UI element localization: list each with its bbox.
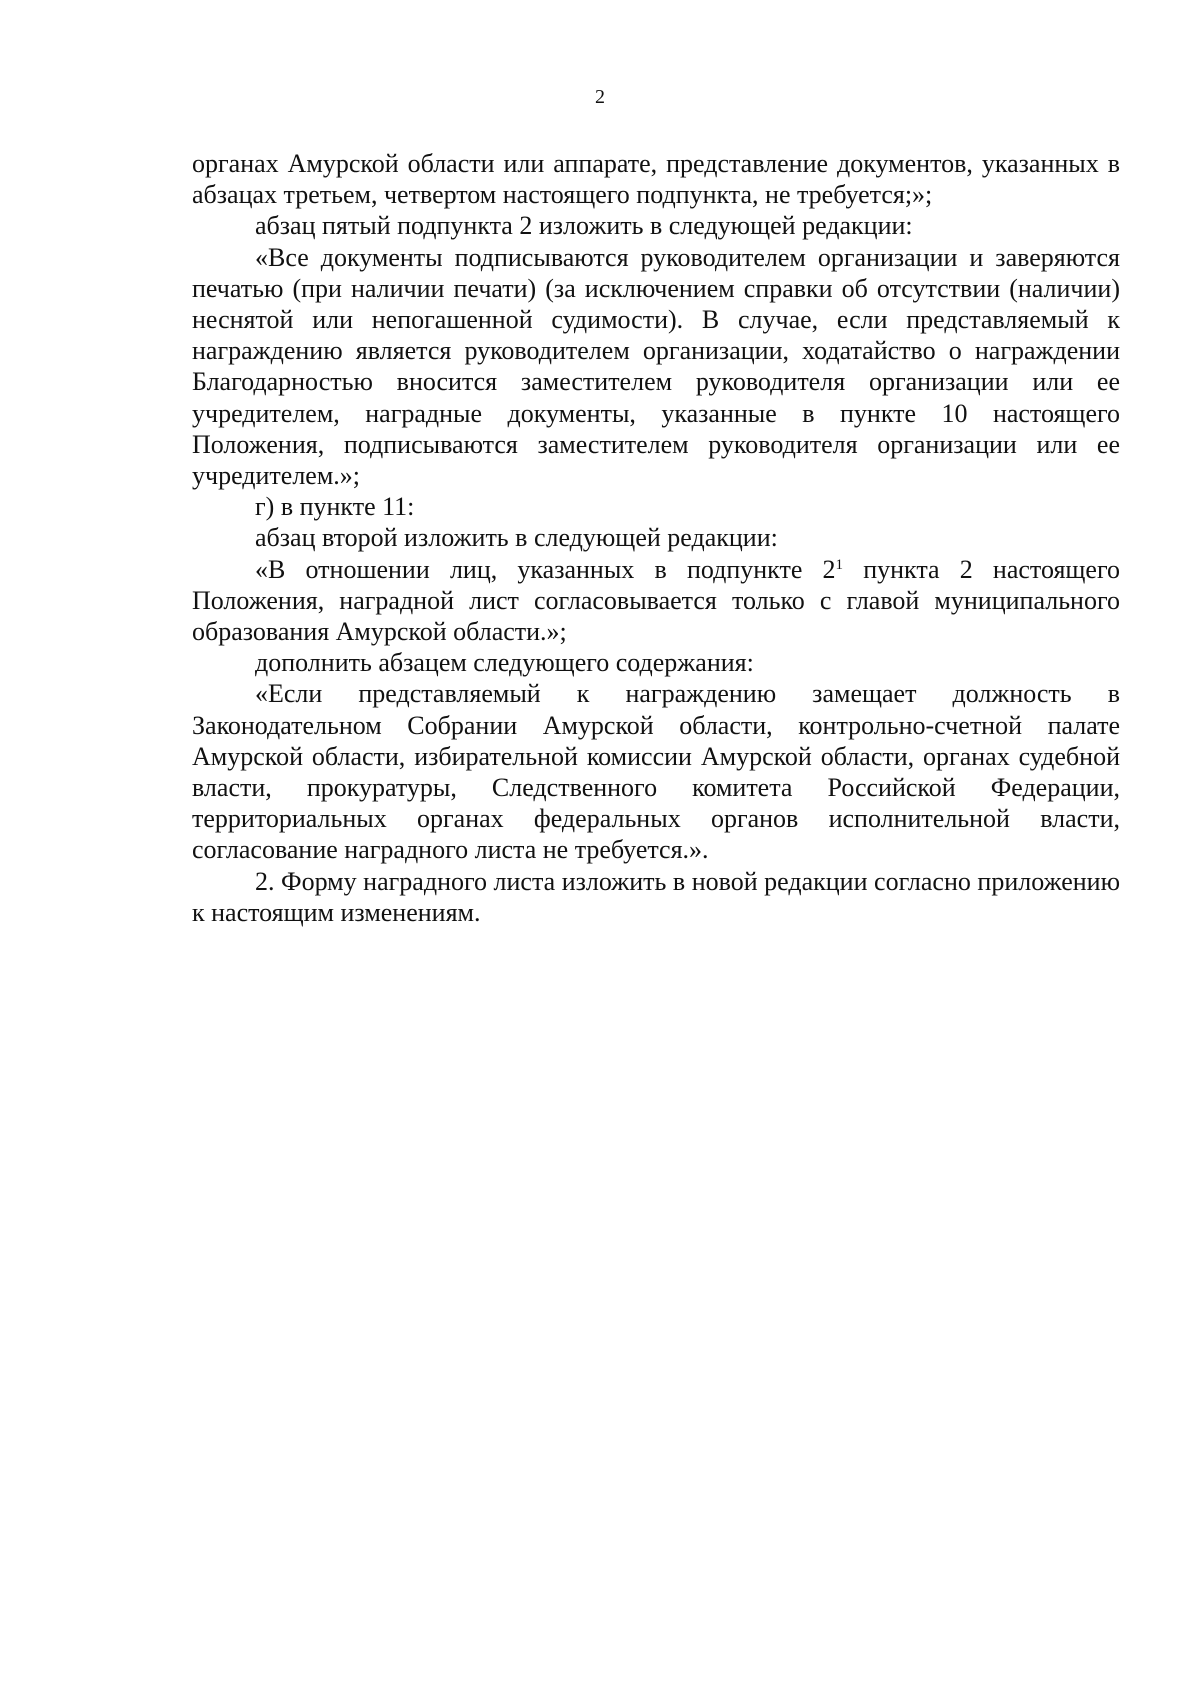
paragraph-amendment-instruction: абзац пятый подпункта 2 изложить в следующей редакции: bbox=[255, 211, 913, 241]
page-number: 2 bbox=[595, 86, 605, 108]
paragraph-numbered-item: 2. Форму наградного листа изложить в новой редакции согласно приложению к настоящим изменениям. bbox=[192, 866, 1120, 927]
paragraph-quoted-text: «Все документы подписываются руководителем организации и заверяются печатью (при наличии печати) (за исключением справки об отсутствии (наличии) неснятой или непогашенной судимости). В случае, если представляемый к награждению является руководителем организации, ходатайство о награждении Благодарностью вносится заместителем руководителя организации или ее учредителем, наградные документы, указанные в пункте 10 настоящего Положения, подписываются заместителем руководителя организации или ее учредителем.»; bbox=[192, 242, 1120, 491]
superscript: 1 bbox=[835, 556, 844, 573]
paragraph-continuation: органах Амурской области или аппарате, представление документов, указанных в абзацах третьем, четвертом настоящего подпункта, не требуется;»; bbox=[192, 149, 1120, 210]
document-body bbox=[192, 148, 1120, 928]
paragraph-quoted-text bbox=[192, 554, 1120, 648]
paragraph-quoted-text: «Если представляемый к награждению замещает должность в Законодательном Собрании Амурской области, контрольно-счетной палате Амурской области, избирательной комиссии Амурской области, органах судебной власти, прокуратуры, Следственного комитета Российской Федерации, территориальных органах федеральных органов исполнительной власти, согласование наградного листа не требуется.». bbox=[192, 679, 1120, 865]
paragraph-amendment-instruction: дополнить абзацем следующего содержания: bbox=[255, 648, 754, 678]
paragraph-amendment-instruction: абзац второй изложить в следующей редакции: bbox=[255, 523, 778, 553]
paragraph-subclause: г) в пункте 11: bbox=[255, 492, 415, 522]
paragraph-text-end: пункта 2 настоящего Положения, наградной лист согласовывается только с главой муниципального образования Амурской области.»; bbox=[192, 554, 1120, 647]
paragraph-text-start: «В отношении лиц, указанных в подпункте 2 bbox=[255, 554, 836, 584]
